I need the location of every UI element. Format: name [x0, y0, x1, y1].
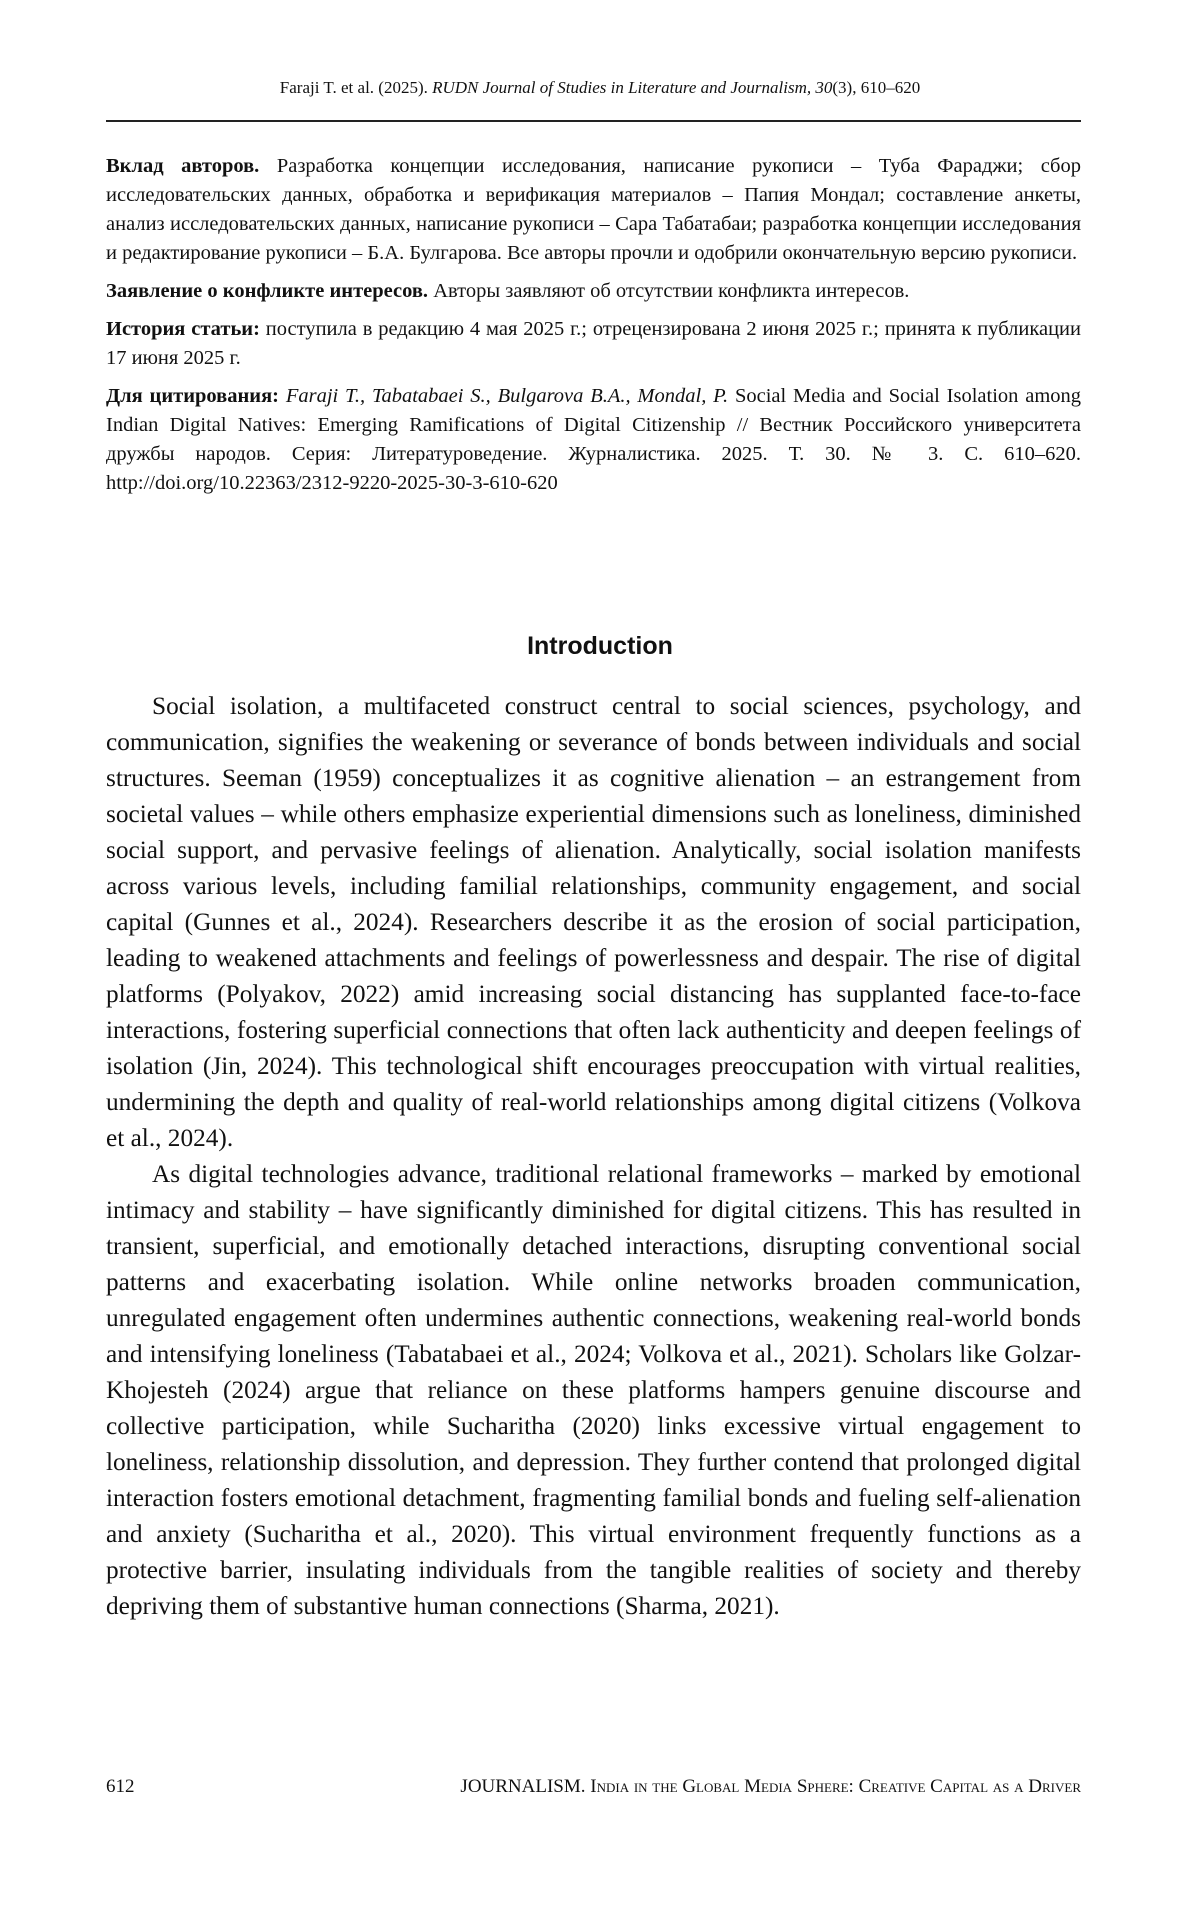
citation-label: Для цитирования: [106, 385, 279, 407]
conflict-statement [106, 277, 1081, 306]
conflict-label: Заявление о конфликте интересов. [106, 280, 428, 302]
running-title: JOURNALISM. India in the Global Media Sphere: Creative Capital as a Driver [460, 1776, 1081, 1798]
author-contribution [106, 152, 1081, 268]
article-metadata [106, 152, 1081, 507]
history-text: поступила в редакцию 4 мая 2025 г.; отрецензирована 2 июня 2025 г.; принята к публикации 17 июня 2025 г. [106, 318, 1081, 369]
header-issue: (3), 610–620 [832, 78, 920, 97]
citation-authors: Faraji T., Tabatabaei S., Bulgarova B.A., Mondal, P. [279, 385, 728, 407]
conflict-text: Авторы заявляют об отсутствии конфликта интересов. [428, 280, 909, 302]
body-text [106, 688, 1081, 1624]
history-label: История статьи: [106, 318, 260, 340]
header-journal: RUDN Journal of Studies in Literature and Journalism, 30 [432, 78, 832, 97]
running-header [0, 78, 1200, 98]
citation [106, 382, 1081, 498]
paragraph: Social isolation, a multifaceted construct central to social sciences, psychology, and communication, signifies the weakening or severance of bonds between individuals and social structures. Seeman (1959) conceptualizes it as cognitive alienation – an estrangement from societal values – while others emphasize experiential dimensions such as loneliness, diminished social support, and pervasive feelings of alienation. Analytically, social isolation manifests across various levels, including familial relationships, community engagement, and social capital (Gunnes et al., 2024). Researchers describe it as the erosion of social participation, leading to weakened attachments and feelings of powerlessness and despair. The rise of digital platforms (Polyakov, 2022) amid increasing social distancing has supplanted face-to-face interactions, fostering superficial connections that often lack authenticity and deepen feelings of isolation (Jin, 2024). This technological shift encourages preoccupation with virtual realities, undermining the depth and quality of real-world relationships among digital citizens (Volkova et al., 2024). [106, 688, 1081, 1156]
contribution-text: Разработка концепции исследования, написание рукописи – Туба Фараджи; сбор исследовательских данных, обработка и верификация материалов – Папия Мондал; составление анкеты, анализ исследовательских данных, написание рукописи – Сара Табатабаи; разработка концепции исследования и редактирование рукописи – Б.А. Булгарова. Все авторы прочли и одобрили окончательную версию рукописи. [106, 155, 1081, 264]
page-number: 612 [106, 1776, 135, 1798]
header-authors: Faraji T. et al. (2025). [280, 78, 432, 97]
contribution-label: Вклад авторов. [106, 155, 259, 177]
paragraph: As digital technologies advance, traditional relational frameworks – marked by emotional intimacy and stability – have significantly diminished for digital citizens. This has resulted in transient, superficial, and emotionally detached interactions, disrupting conventional social patterns and exacerbating isolation. While online networks broaden communication, unregulated engagement often undermines authentic connections, weakening real-world bonds and intensifying loneliness (Tabatabaei et al., 2024; Volkova et al., 2021). Scholars like Golzar-Khojesteh (2024) argue that reliance on these platforms hampers genuine discourse and collective participation, while Sucharitha (2020) links excessive virtual engagement to loneliness, relationship dissolution, and depression. They further contend that prolonged digital interaction fosters emotional detachment, fragmenting familial bonds and fueling self-alienation and anxiety (Sucharitha et al., 2020). This virtual environment frequently functions as a protective barrier, insulating individuals from the tangible realities of society and thereby depriving them of substantive human connections (Sharma, 2021). [106, 1156, 1081, 1624]
article-history [106, 315, 1081, 373]
citation-text: Social Media and Social Isolation among Indian Digital Natives: Emerging Ramifications of Digital Citizenship // Вестник Российского университета дружбы народов. Серия: Литературоведение. Журналистика. 2025. Т. 30. № 3. С. 610–620. http://doi.org/10.22363/2312-9220-2025-30-3-610-620 [106, 385, 1081, 494]
header-rule [106, 120, 1081, 122]
section-title: Introduction [0, 632, 1200, 661]
